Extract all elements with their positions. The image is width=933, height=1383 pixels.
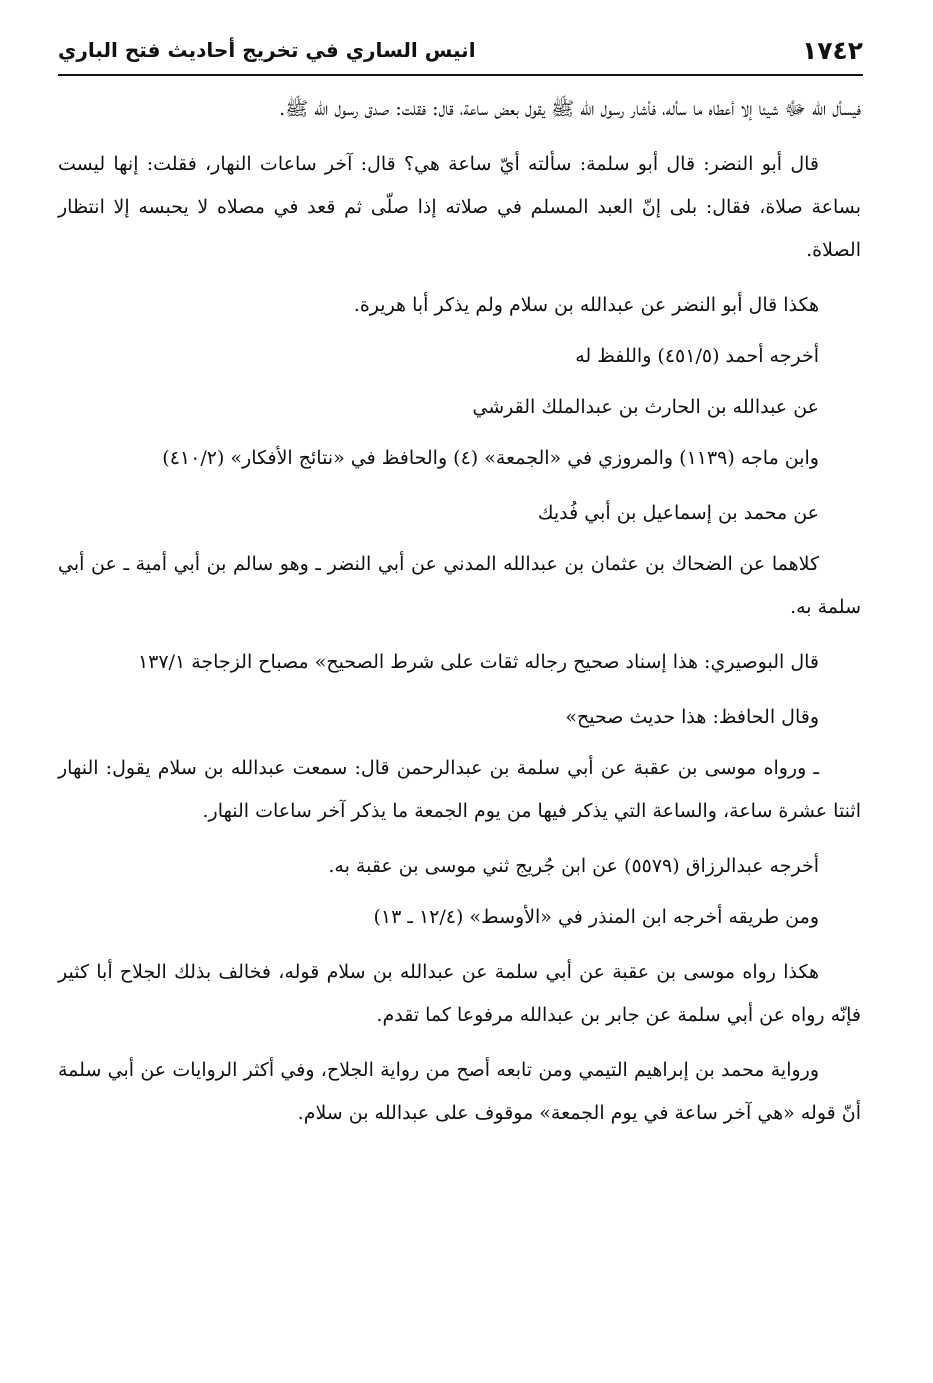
- page-header: [58, 30, 863, 70]
- paragraph: أخرجه عبدالرزاق (٥٥٧٩) عن ابن جُريج ثني موسى بن عقبة به.: [328, 855, 819, 877]
- paragraph: ورواية محمد بن إبراهيم التيمي ومن تابعه أصح من رواية الجلاح، وفي أكثر الروايات عن أبي سلمة أنّ قوله «هي آخر ساعة في يوم الجمعة» موقوف على عبدالله بن سلام.: [58, 1059, 861, 1124]
- page-body: [58, 88, 861, 1147]
- paragraph: عن محمد بن إسماعيل بن أبي فُديك: [537, 502, 819, 524]
- paragraph: أخرجه أحمد (٤٥١/٥) واللفظ له: [575, 345, 819, 367]
- paragraph: ـ ورواه موسى بن عقبة عن أبي سلمة بن عبدالرحمن قال: سمعت عبدالله بن سلام يقول: النهار اثنتا عشرة ساعة، والساعة التي يذكر فيها من يوم الجمعة ما يذكر آخر ساعات النهار.: [58, 757, 861, 822]
- paragraph: وقال الحافظ: هذا حديث صحيح»: [565, 706, 819, 728]
- paragraph: قال أبو النضر: قال أبو سلمة: سألته أيّ ساعة هي؟ قال: آخر ساعات النهار، فقلت: إنها ليست بساعة صلاة، فقال: بلى إنّ العبد المسلم في صلاته إذا صلّى ثم قعد في مصلاه لا يحبسه إلا انتظار الصلاة.: [58, 153, 861, 261]
- page-number: ١٧٤٢: [801, 35, 863, 65]
- paragraph: قال البوصيري: هذا إسناد صحيح رجاله ثقات على شرط الصحيح» مصباح الزجاجة ١٣٧/١: [137, 651, 819, 673]
- header-divider: [58, 74, 863, 76]
- paragraph: هكذا رواه موسى بن عقبة عن أبي سلمة عن عبدالله بن سلام قوله، فخالف بذلك الجلاح أبا كثير فإنّه رواه عن أبي سلمة عن جابر بن عبدالله مرفوعا كما تقدم.: [58, 961, 861, 1026]
- paragraph: ومن طريقه أخرجه ابن المنذر في «الأوسط» (١٢/٤ ـ ١٣): [373, 906, 819, 928]
- paragraph: كلاهما عن الضحاك بن عثمان بن عبدالله المدني عن أبي النضر ـ وهو سالم بن أبي أمية ـ عن أبي سلمة به.: [58, 553, 861, 618]
- paragraph: عن عبدالله بن الحارث بن عبدالملك القرشي: [472, 396, 819, 418]
- running-title: انيس الساري في تخريج أحاديث فتح الباري: [58, 38, 476, 62]
- paragraph: فيسأل الله ﷻ شيئا إلا أعطاه ما سأله، فأشار رسول الله ﷺ يقول بعض ساعة، قال: فقلت: صدق رسول الله ﷺ.: [279, 98, 861, 120]
- paragraph: وابن ماجه (١١٣٩) والمروزي في «الجمعة» (٤) والحافظ في «نتائج الأفكار» (٤١٠/٢): [162, 447, 819, 469]
- paragraph: هكذا قال أبو النضر عن عبدالله بن سلام ولم يذكر أبا هريرة.: [353, 294, 819, 316]
